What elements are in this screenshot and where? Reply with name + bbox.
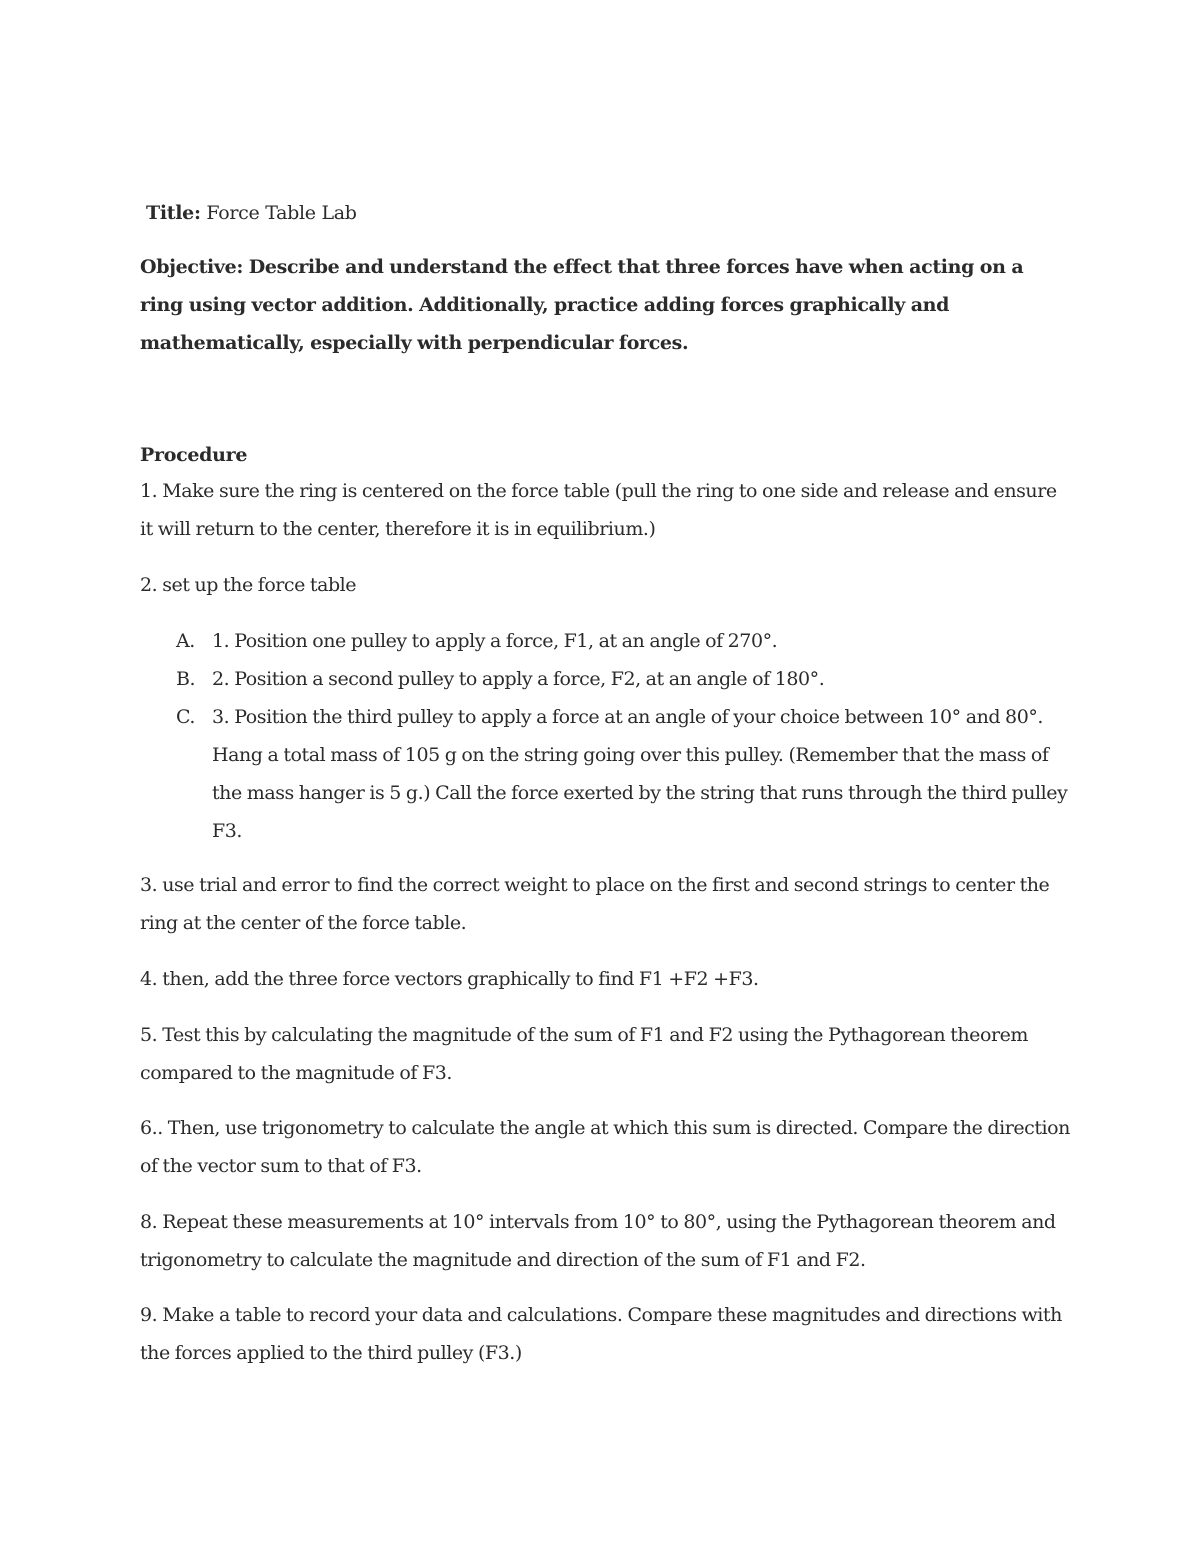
title-line	[146, 194, 357, 232]
objective-label: Objective:	[140, 256, 244, 278]
substep-marker: B.	[176, 668, 196, 690]
procedure-step-2: 2. set up the force table	[140, 574, 357, 596]
objective-text: Describe and understand the effect that three forces have when acting on a ring using vector addition. Additionally, practice adding forces graphically and mathematically, especially with perpendicular forces.	[140, 256, 1024, 354]
substep-marker: A.	[176, 630, 195, 652]
procedure-step-1: 1. Make sure the ring is centered on the force table (pull the ring to one side and release and ensure it will return to the center, therefore it is in equilibrium.)	[140, 480, 1057, 540]
substep-text: 2. Position a second pulley to apply a force, F2, at an angle of 180°.	[212, 668, 825, 690]
list-item	[140, 660, 1070, 698]
procedure-step-3: 3. use trial and error to find the correct weight to place on the first and second strings to center the ring at the center of the force table.	[140, 874, 1050, 934]
title-value: Force Table Lab	[206, 202, 357, 224]
procedure-step-5: 5. Test this by calculating the magnitude of the sum of F1 and F2 using the Pythagorean theorem compared to the magnitude of F3.	[140, 1024, 1028, 1084]
procedure-step-9: 9. Make a table to record your data and calculations. Compare these magnitudes and directions with the forces applied to the third pulley (F3.)	[140, 1304, 1062, 1364]
procedure-step-8: 8. Repeat these measurements at 10° intervals from 10° to 80°, using the Pythagorean theorem and trigonometry to calculate the magnitude and direction of the sum of F1 and F2.	[140, 1211, 1056, 1271]
procedure-step-6: 6.. Then, use trigonometry to calculate the angle at which this sum is directed. Compare the direction of the vector sum to that of F3.	[140, 1117, 1070, 1177]
substep-marker: C.	[176, 706, 195, 728]
objective-paragraph	[140, 248, 1070, 362]
procedure-heading: Procedure	[140, 444, 248, 466]
list-item	[140, 698, 1070, 850]
substep-text: 1. Position one pulley to apply a force, F1, at an angle of 270°.	[212, 630, 778, 652]
list-item	[140, 622, 1070, 660]
title-label: Title:	[146, 202, 201, 224]
substep-text: 3. Position the third pulley to apply a force at an angle of your choice between 10° and 80°. Hang a total mass of 105 g on the string going over this pulley. (Remember that the mass of the mass hanger is 5 g.) Call the force exerted by the string that runs through the third pulley F3.	[212, 706, 1068, 842]
procedure-substep-list	[140, 622, 1070, 850]
procedure-step-4: 4. then, add the three force vectors graphically to find F1 +F2 +F3.	[140, 968, 759, 990]
